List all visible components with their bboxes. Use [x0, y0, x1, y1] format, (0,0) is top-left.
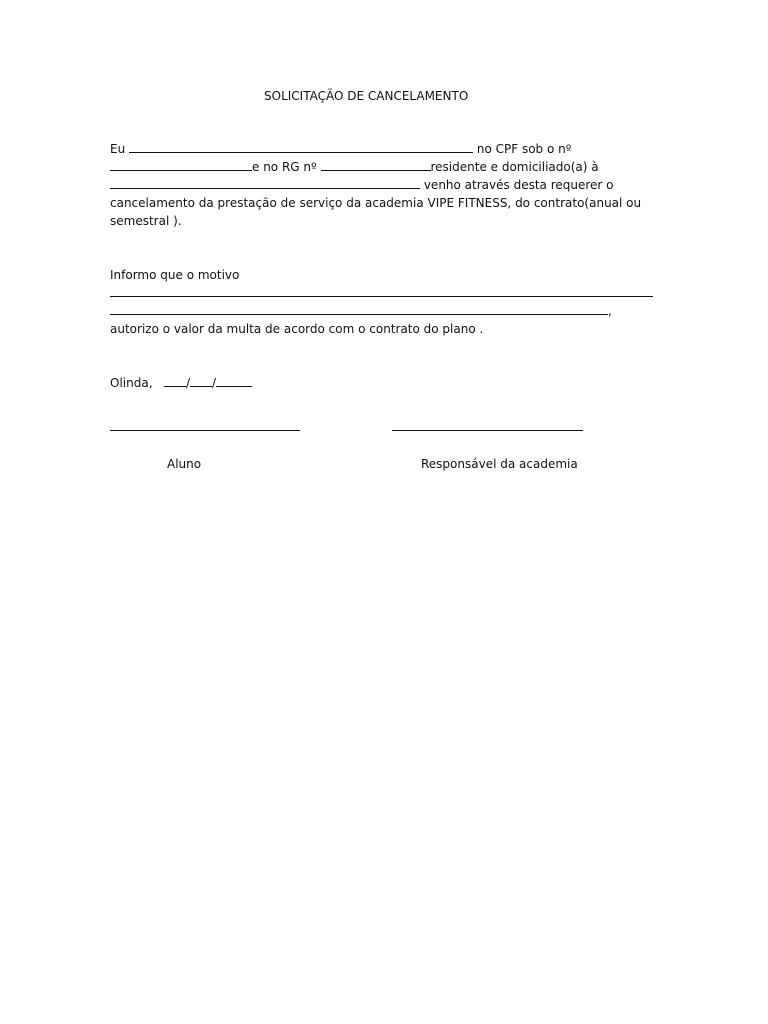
year-blank — [216, 374, 252, 387]
motivo-label: Informo que o motivo — [110, 268, 240, 282]
date-line — [110, 374, 252, 392]
authorization-text: autorizo o valor da multa de acordo com o contrato do plano . — [110, 322, 484, 336]
date-slash-1: / — [185, 376, 191, 390]
para1-line3 — [110, 176, 614, 194]
para1-line2 — [110, 158, 599, 176]
day-blank — [164, 374, 186, 387]
para1-line4: cancelamento da prestação de serviço da academia VIPE FITNESS, do contrato(anual ou — [110, 196, 642, 210]
para1-line5: semestral ). — [110, 214, 182, 228]
date-slash-2: / — [212, 376, 217, 390]
para1-line1 — [110, 140, 571, 158]
motivo-line1 — [110, 284, 653, 302]
address-blank — [110, 176, 420, 189]
city-label: Olinda, — [110, 376, 153, 390]
request-text: venho através desta requerer o — [423, 178, 614, 192]
residence-label: residente e domiciliado(a) à — [430, 160, 599, 174]
motivo-line2 — [110, 302, 612, 320]
motivo-blank-2 — [110, 302, 608, 315]
document-title: SOLICITAÇÃO DE CANCELAMENTO — [264, 89, 469, 103]
month-blank — [190, 374, 212, 387]
cpf-blank — [110, 158, 252, 171]
student-signature-label: Aluno — [167, 457, 202, 471]
motivo-blank-1 — [110, 284, 653, 297]
cpf-label: no CPF sob o nº — [476, 142, 572, 156]
gym-signature-label: Responsável da academia — [421, 457, 578, 471]
motivo-comma: , — [608, 304, 612, 318]
rg-label: e no RG nº — [252, 160, 317, 174]
student-signature-line — [110, 430, 300, 431]
name-prefix: Eu — [110, 142, 126, 156]
rg-blank — [321, 158, 431, 171]
name-blank — [129, 140, 473, 153]
gym-signature-line — [392, 430, 583, 431]
